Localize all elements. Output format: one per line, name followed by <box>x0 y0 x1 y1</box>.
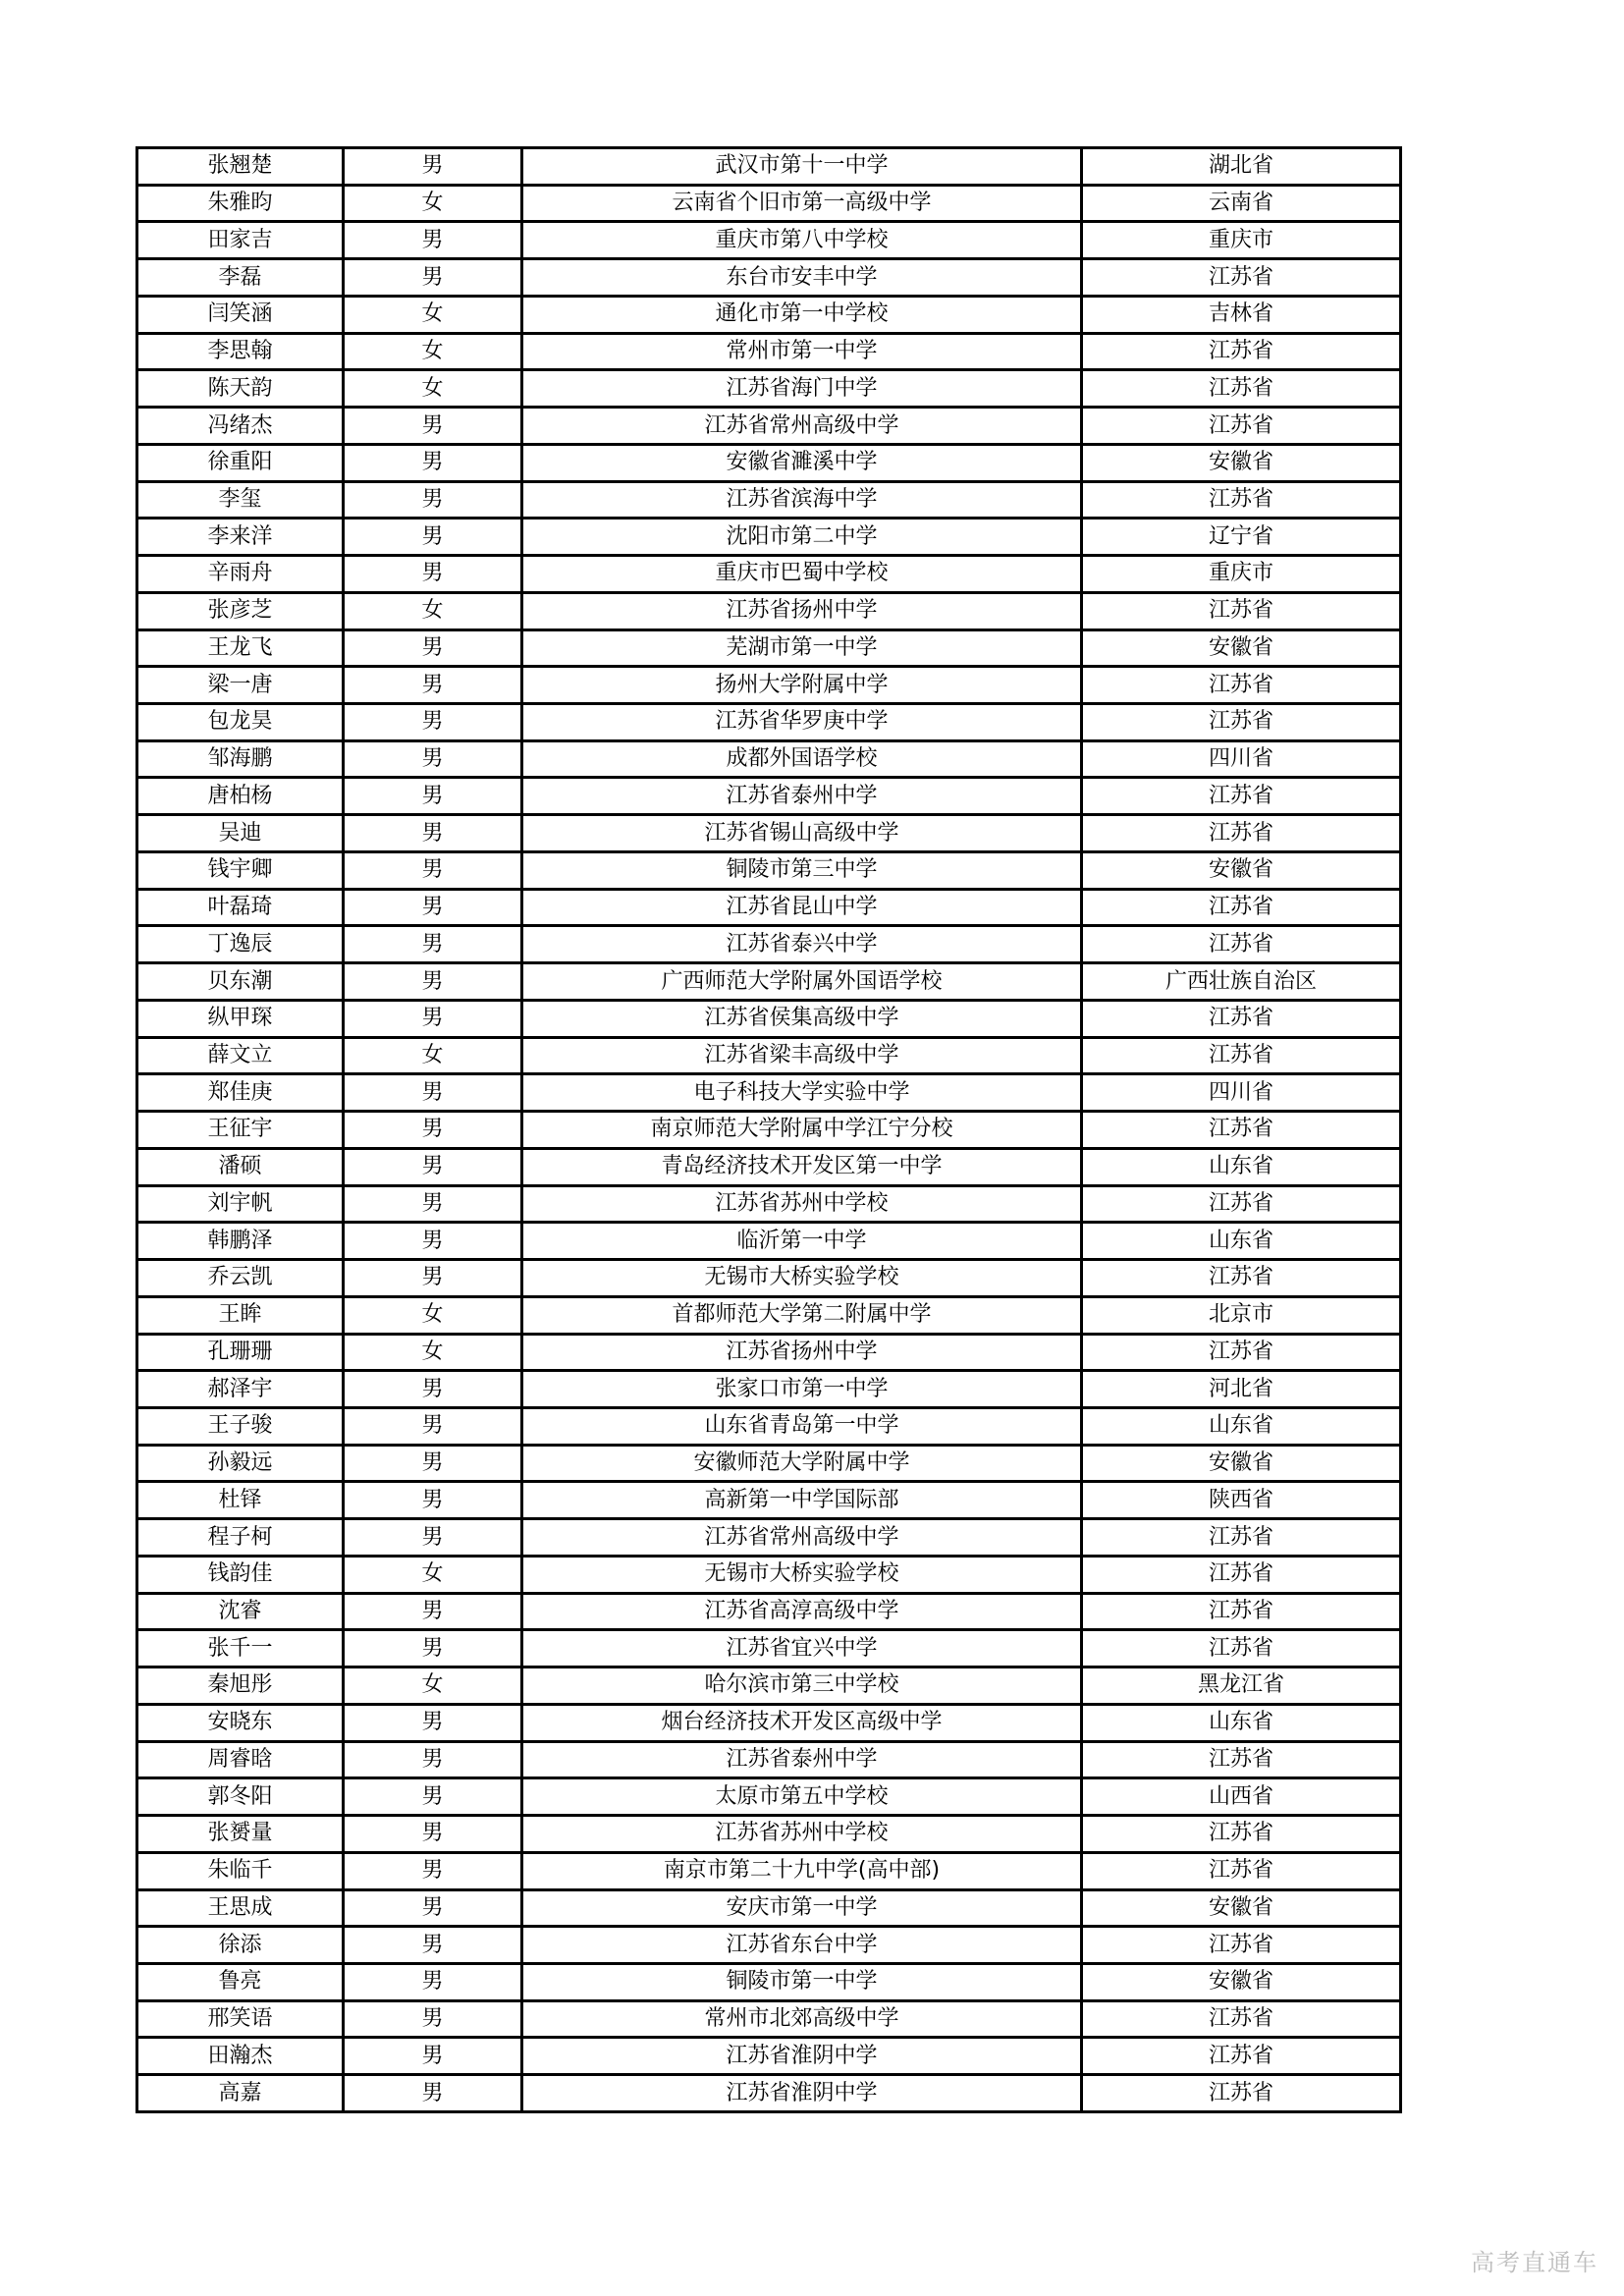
gender-cell: 女 <box>344 1037 522 1074</box>
gender-cell: 男 <box>344 259 522 297</box>
school-cell: 太原市第五中学校 <box>522 1778 1082 1816</box>
gender-cell: 男 <box>344 222 522 259</box>
province-cell: 重庆市 <box>1082 556 1401 593</box>
school-cell: 首都师范大学第二附属中学 <box>522 1296 1082 1334</box>
table-row <box>137 1852 1401 1889</box>
school-cell: 芜湖市第一中学 <box>522 629 1082 667</box>
province-cell: 安徽省 <box>1082 1445 1401 1482</box>
gender-cell: 男 <box>344 556 522 593</box>
province-cell: 江苏省 <box>1082 370 1401 408</box>
name-cell: 纵甲琛 <box>137 1000 344 1037</box>
gender-cell: 男 <box>344 2075 522 2112</box>
school-cell: 江苏省淮阴中学 <box>522 2075 1082 2112</box>
table-row <box>137 370 1401 408</box>
school-cell: 安庆市第一中学 <box>522 1889 1082 1927</box>
province-cell: 江苏省 <box>1082 333 1401 370</box>
school-cell: 东台市安丰中学 <box>522 259 1082 297</box>
province-cell: 江苏省 <box>1082 778 1401 815</box>
school-cell: 重庆市巴蜀中学校 <box>522 556 1082 593</box>
school-cell: 无锡市大桥实验学校 <box>522 1260 1082 1297</box>
province-cell: 重庆市 <box>1082 222 1401 259</box>
gender-cell: 男 <box>344 1223 522 1260</box>
province-cell: 山东省 <box>1082 1223 1401 1260</box>
gender-cell: 男 <box>344 481 522 519</box>
gender-cell: 男 <box>344 444 522 481</box>
table-row <box>137 481 1401 519</box>
name-cell: 薛文立 <box>137 1037 344 1074</box>
school-cell: 扬州大学附属中学 <box>522 667 1082 704</box>
table-row <box>137 185 1401 222</box>
name-cell: 李磊 <box>137 259 344 297</box>
table-row <box>137 1334 1401 1371</box>
school-cell: 铜陵市第三中学 <box>522 851 1082 889</box>
table-row <box>137 1482 1401 1519</box>
gender-cell: 男 <box>344 963 522 1001</box>
name-cell: 朱雅昀 <box>137 185 344 222</box>
gender-cell: 男 <box>344 1407 522 1445</box>
name-cell: 王征宇 <box>137 1112 344 1149</box>
school-cell: 沈阳市第二中学 <box>522 519 1082 556</box>
province-cell: 安徽省 <box>1082 1889 1401 1927</box>
school-cell: 广西师范大学附属外国语学校 <box>522 963 1082 1001</box>
name-cell: 钱宇卿 <box>137 851 344 889</box>
gender-cell: 男 <box>344 1778 522 1816</box>
name-cell: 梁一唐 <box>137 667 344 704</box>
student-table-body <box>137 148 1401 2112</box>
gender-cell: 男 <box>344 1630 522 1667</box>
province-cell: 四川省 <box>1082 1074 1401 1112</box>
gender-cell: 女 <box>344 592 522 629</box>
school-cell: 江苏省常州高级中学 <box>522 408 1082 445</box>
name-cell: 邹海鹏 <box>137 740 344 778</box>
province-cell: 江苏省 <box>1082 2038 1401 2075</box>
gender-cell: 男 <box>344 851 522 889</box>
school-cell: 无锡市大桥实验学校 <box>522 1556 1082 1593</box>
name-cell: 李玺 <box>137 481 344 519</box>
school-cell: 常州市第一中学 <box>522 333 1082 370</box>
table-row <box>137 556 1401 593</box>
school-cell: 江苏省锡山高级中学 <box>522 815 1082 852</box>
table-row <box>137 259 1401 297</box>
gender-cell: 女 <box>344 1296 522 1334</box>
province-cell: 江苏省 <box>1082 1519 1401 1557</box>
gender-cell: 男 <box>344 1074 522 1112</box>
province-cell: 黑龙江省 <box>1082 1667 1401 1705</box>
school-cell: 青岛经济技术开发区第一中学 <box>522 1148 1082 1185</box>
province-cell: 北京市 <box>1082 1296 1401 1334</box>
table-row <box>137 1593 1401 1630</box>
name-cell: 田家吉 <box>137 222 344 259</box>
province-cell: 江苏省 <box>1082 1556 1401 1593</box>
table-row <box>137 408 1401 445</box>
table-row <box>137 2075 1401 2112</box>
name-cell: 徐重阳 <box>137 444 344 481</box>
name-cell: 乔云凯 <box>137 1260 344 1297</box>
school-cell: 江苏省昆山中学 <box>522 889 1082 926</box>
table-row <box>137 889 1401 926</box>
gender-cell: 男 <box>344 1000 522 1037</box>
table-row <box>137 1445 1401 1482</box>
gender-cell: 女 <box>344 1667 522 1705</box>
gender-cell: 男 <box>344 1185 522 1223</box>
province-cell: 江苏省 <box>1082 815 1401 852</box>
name-cell: 辛雨舟 <box>137 556 344 593</box>
name-cell: 张赟量 <box>137 1816 344 1853</box>
table-row <box>137 1185 1401 1223</box>
name-cell: 杜铎 <box>137 1482 344 1519</box>
gender-cell: 男 <box>344 1852 522 1889</box>
gender-cell: 男 <box>344 519 522 556</box>
table-row <box>137 1963 1401 2000</box>
province-cell: 山东省 <box>1082 1148 1401 1185</box>
province-cell: 陕西省 <box>1082 1482 1401 1519</box>
table-row <box>137 1519 1401 1557</box>
name-cell: 郑佳庚 <box>137 1074 344 1112</box>
province-cell: 山西省 <box>1082 1778 1401 1816</box>
name-cell: 郭冬阳 <box>137 1778 344 1816</box>
gender-cell: 男 <box>344 1260 522 1297</box>
province-cell: 河北省 <box>1082 1371 1401 1408</box>
table-row <box>137 815 1401 852</box>
name-cell: 刘宇帆 <box>137 1185 344 1223</box>
school-cell: 江苏省苏州中学校 <box>522 1816 1082 1853</box>
school-cell: 成都外国语学校 <box>522 740 1082 778</box>
table-row <box>137 296 1401 333</box>
gender-cell: 男 <box>344 1816 522 1853</box>
table-row <box>137 1816 1401 1853</box>
gender-cell: 男 <box>344 1704 522 1741</box>
province-cell: 山东省 <box>1082 1704 1401 1741</box>
province-cell: 江苏省 <box>1082 481 1401 519</box>
table-row <box>137 740 1401 778</box>
table-row <box>137 926 1401 963</box>
name-cell: 钱韵佳 <box>137 1556 344 1593</box>
school-cell: 云南省个旧市第一高级中学 <box>522 185 1082 222</box>
gender-cell: 男 <box>344 1519 522 1557</box>
table-row <box>137 519 1401 556</box>
name-cell: 包龙昊 <box>137 704 344 741</box>
name-cell: 鲁亮 <box>137 1963 344 2000</box>
table-row <box>137 1667 1401 1705</box>
table-row <box>137 1296 1401 1334</box>
name-cell: 田瀚杰 <box>137 2038 344 2075</box>
school-cell: 张家口市第一中学 <box>522 1371 1082 1408</box>
province-cell: 江苏省 <box>1082 1185 1401 1223</box>
table-row <box>137 1889 1401 1927</box>
gender-cell: 男 <box>344 1927 522 1964</box>
gender-cell: 男 <box>344 2038 522 2075</box>
name-cell: 张翘楚 <box>137 148 344 186</box>
province-cell: 江苏省 <box>1082 1593 1401 1630</box>
school-cell: 江苏省滨海中学 <box>522 481 1082 519</box>
gender-cell: 男 <box>344 148 522 186</box>
province-cell: 山东省 <box>1082 1407 1401 1445</box>
table-row <box>137 704 1401 741</box>
gender-cell: 男 <box>344 926 522 963</box>
province-cell: 云南省 <box>1082 185 1401 222</box>
province-cell: 江苏省 <box>1082 704 1401 741</box>
school-cell: 常州市北郊高级中学 <box>522 2000 1082 2038</box>
school-cell: 高新第一中学国际部 <box>522 1482 1082 1519</box>
school-cell: 哈尔滨市第三中学校 <box>522 1667 1082 1705</box>
school-cell: 江苏省海门中学 <box>522 370 1082 408</box>
gender-cell: 男 <box>344 1593 522 1630</box>
school-cell: 江苏省高淳高级中学 <box>522 1593 1082 1630</box>
province-cell: 四川省 <box>1082 740 1401 778</box>
name-cell: 李来洋 <box>137 519 344 556</box>
school-cell: 江苏省侯集高级中学 <box>522 1000 1082 1037</box>
gender-cell: 女 <box>344 370 522 408</box>
name-cell: 王龙飞 <box>137 629 344 667</box>
gender-cell: 男 <box>344 1445 522 1482</box>
school-cell: 安徽省濉溪中学 <box>522 444 1082 481</box>
table-row <box>137 1223 1401 1260</box>
school-cell: 江苏省泰兴中学 <box>522 926 1082 963</box>
name-cell: 周睿晗 <box>137 1741 344 1778</box>
province-cell: 江苏省 <box>1082 1260 1401 1297</box>
province-cell: 江苏省 <box>1082 1927 1401 1964</box>
table-row <box>137 1112 1401 1149</box>
province-cell: 江苏省 <box>1082 1037 1401 1074</box>
province-cell: 江苏省 <box>1082 1630 1401 1667</box>
name-cell: 邢笑语 <box>137 2000 344 2038</box>
name-cell: 张彦芝 <box>137 592 344 629</box>
school-cell: 通化市第一中学校 <box>522 296 1082 333</box>
school-cell: 南京市第二十九中学(高中部) <box>522 1852 1082 1889</box>
name-cell: 王子骏 <box>137 1407 344 1445</box>
table-row <box>137 1778 1401 1816</box>
province-cell: 江苏省 <box>1082 1112 1401 1149</box>
name-cell: 高嘉 <box>137 2075 344 2112</box>
school-cell: 重庆市第八中学校 <box>522 222 1082 259</box>
name-cell: 朱临千 <box>137 1852 344 1889</box>
name-cell: 徐添 <box>137 1927 344 1964</box>
gender-cell: 男 <box>344 815 522 852</box>
province-cell: 江苏省 <box>1082 408 1401 445</box>
school-cell: 安徽师范大学附属中学 <box>522 1445 1082 1482</box>
province-cell: 安徽省 <box>1082 1963 1401 2000</box>
table-row <box>137 2000 1401 2038</box>
province-cell: 江苏省 <box>1082 926 1401 963</box>
school-cell: 江苏省泰州中学 <box>522 778 1082 815</box>
province-cell: 安徽省 <box>1082 629 1401 667</box>
school-cell: 临沂第一中学 <box>522 1223 1082 1260</box>
province-cell: 江苏省 <box>1082 1741 1401 1778</box>
table-row <box>137 1630 1401 1667</box>
province-cell: 吉林省 <box>1082 296 1401 333</box>
name-cell: 程子柯 <box>137 1519 344 1557</box>
name-cell: 张千一 <box>137 1630 344 1667</box>
school-cell: 江苏省东台中学 <box>522 1927 1082 1964</box>
table-row <box>137 2038 1401 2075</box>
name-cell: 郝泽宇 <box>137 1371 344 1408</box>
gender-cell: 女 <box>344 333 522 370</box>
province-cell: 江苏省 <box>1082 592 1401 629</box>
school-cell: 江苏省泰州中学 <box>522 1741 1082 1778</box>
province-cell: 湖北省 <box>1082 148 1401 186</box>
name-cell: 潘硕 <box>137 1148 344 1185</box>
school-cell: 江苏省扬州中学 <box>522 1334 1082 1371</box>
name-cell: 王思成 <box>137 1889 344 1927</box>
school-cell: 电子科技大学实验中学 <box>522 1074 1082 1112</box>
table-row <box>137 1148 1401 1185</box>
table-row <box>137 1741 1401 1778</box>
table-row <box>137 629 1401 667</box>
gender-cell: 男 <box>344 1482 522 1519</box>
gender-cell: 男 <box>344 1963 522 2000</box>
table-row <box>137 1704 1401 1741</box>
gender-cell: 男 <box>344 1112 522 1149</box>
name-cell: 韩鹏泽 <box>137 1223 344 1260</box>
name-cell: 贝东潮 <box>137 963 344 1001</box>
province-cell: 江苏省 <box>1082 889 1401 926</box>
name-cell: 王眸 <box>137 1296 344 1334</box>
school-cell: 铜陵市第一中学 <box>522 1963 1082 2000</box>
name-cell: 秦旭彤 <box>137 1667 344 1705</box>
school-cell: 江苏省宜兴中学 <box>522 1630 1082 1667</box>
province-cell: 安徽省 <box>1082 851 1401 889</box>
province-cell: 江苏省 <box>1082 259 1401 297</box>
gender-cell: 女 <box>344 296 522 333</box>
school-cell: 南京师范大学附属中学江宁分校 <box>522 1112 1082 1149</box>
name-cell: 孔珊珊 <box>137 1334 344 1371</box>
school-cell: 山东省青岛第一中学 <box>522 1407 1082 1445</box>
table-row <box>137 778 1401 815</box>
table-row <box>137 592 1401 629</box>
gender-cell: 男 <box>344 778 522 815</box>
name-cell: 安晓东 <box>137 1704 344 1741</box>
table-row <box>137 1371 1401 1408</box>
gender-cell: 男 <box>344 2000 522 2038</box>
gender-cell: 男 <box>344 408 522 445</box>
table-row <box>137 1260 1401 1297</box>
name-cell: 闫笑涵 <box>137 296 344 333</box>
gender-cell: 男 <box>344 629 522 667</box>
province-cell: 广西壮族自治区 <box>1082 963 1401 1001</box>
gender-cell: 男 <box>344 704 522 741</box>
gender-cell: 男 <box>344 667 522 704</box>
gender-cell: 女 <box>344 1334 522 1371</box>
school-cell: 江苏省淮阴中学 <box>522 2038 1082 2075</box>
table-row <box>137 851 1401 889</box>
name-cell: 叶磊琦 <box>137 889 344 926</box>
gender-cell: 男 <box>344 1148 522 1185</box>
gender-cell: 男 <box>344 889 522 926</box>
name-cell: 孙毅远 <box>137 1445 344 1482</box>
province-cell: 江苏省 <box>1082 1852 1401 1889</box>
table-row <box>137 1037 1401 1074</box>
school-cell: 烟台经济技术开发区高级中学 <box>522 1704 1082 1741</box>
school-cell: 江苏省华罗庚中学 <box>522 704 1082 741</box>
table-row <box>137 667 1401 704</box>
watermark: 高考直通车 <box>1471 2249 1598 2276</box>
table-row <box>137 1407 1401 1445</box>
province-cell: 江苏省 <box>1082 1334 1401 1371</box>
gender-cell: 男 <box>344 1371 522 1408</box>
table-row <box>137 333 1401 370</box>
province-cell: 江苏省 <box>1082 1000 1401 1037</box>
name-cell: 冯绪杰 <box>137 408 344 445</box>
province-cell: 江苏省 <box>1082 2075 1401 2112</box>
table-row <box>137 1927 1401 1964</box>
province-cell: 辽宁省 <box>1082 519 1401 556</box>
school-cell: 江苏省常州高级中学 <box>522 1519 1082 1557</box>
school-cell: 江苏省扬州中学 <box>522 592 1082 629</box>
table-row <box>137 963 1401 1001</box>
gender-cell: 女 <box>344 185 522 222</box>
school-cell: 武汉市第十一中学 <box>522 148 1082 186</box>
province-cell: 江苏省 <box>1082 2000 1401 2038</box>
name-cell: 唐柏杨 <box>137 778 344 815</box>
gender-cell: 男 <box>344 740 522 778</box>
gender-cell: 女 <box>344 1556 522 1593</box>
province-cell: 安徽省 <box>1082 444 1401 481</box>
student-table <box>135 146 1402 2113</box>
name-cell: 李思翰 <box>137 333 344 370</box>
name-cell: 吴迪 <box>137 815 344 852</box>
table-row <box>137 1074 1401 1112</box>
table-row <box>137 148 1401 186</box>
school-cell: 江苏省苏州中学校 <box>522 1185 1082 1223</box>
gender-cell: 男 <box>344 1741 522 1778</box>
province-cell: 江苏省 <box>1082 667 1401 704</box>
school-cell: 江苏省梁丰高级中学 <box>522 1037 1082 1074</box>
table-row <box>137 222 1401 259</box>
table-row <box>137 444 1401 481</box>
name-cell: 沈睿 <box>137 1593 344 1630</box>
table-row <box>137 1000 1401 1037</box>
gender-cell: 男 <box>344 1889 522 1927</box>
table-row <box>137 1556 1401 1593</box>
name-cell: 陈天韵 <box>137 370 344 408</box>
name-cell: 丁逸辰 <box>137 926 344 963</box>
province-cell: 江苏省 <box>1082 1816 1401 1853</box>
